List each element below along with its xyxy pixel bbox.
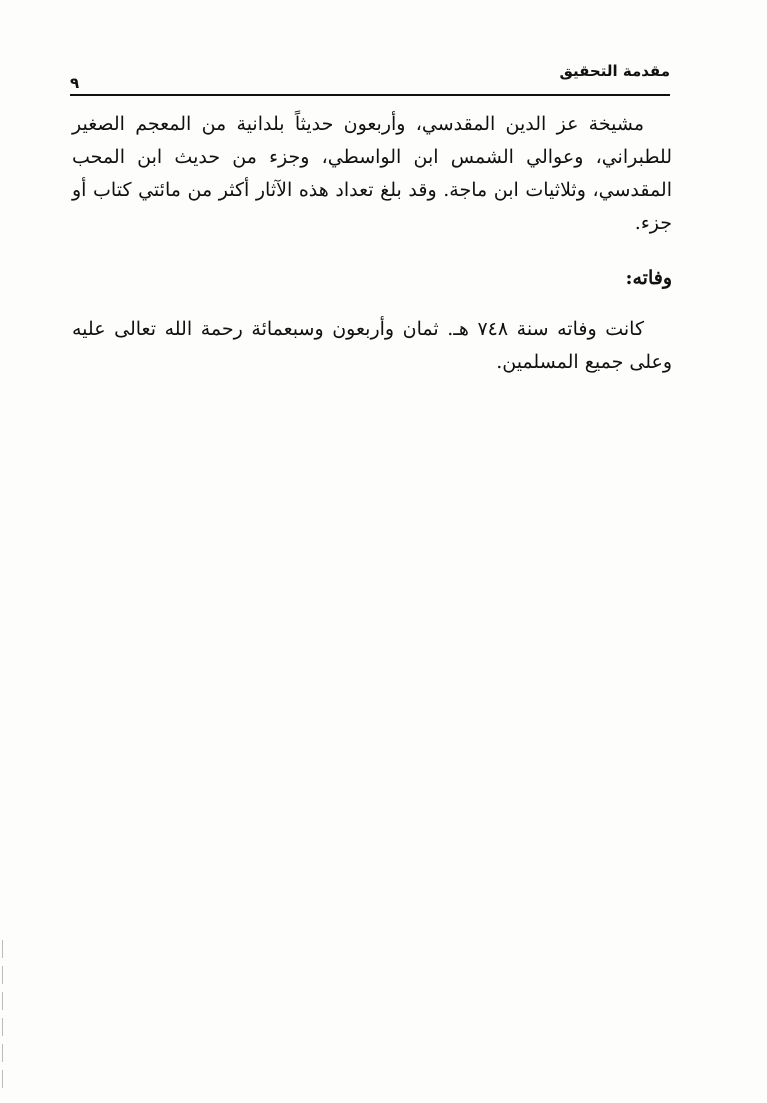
section-heading-death: وفاته:: [625, 267, 672, 289]
body-text: [72, 108, 672, 379]
header-divider: [70, 94, 670, 96]
scan-edge-artifact: [2, 940, 3, 1090]
paragraph-works: مشيخة عز الدين المقدسي، وأربعون حديثاً بلدانية من المعجم الصغير للطبراني، وعوالي الشمس ابن الواسطي، وجزء من حديث ابن المحب المقدسي، وثلاثيات ابن ماجة. وقد بلغ تعداد هذه الآثار أكثر من مائتي كتاب أو جزء.: [72, 113, 672, 234]
running-header: [70, 62, 670, 90]
paragraph-death: كانت وفاته سنة ٧٤٨ هـ. ثمان وأربعون وسبعمائة رحمة الله تعالى عليه وعلى جميع المسلمين.: [72, 318, 672, 373]
header-title: مقدمة التحقيق: [559, 62, 670, 80]
page-number: ٩: [70, 74, 80, 92]
